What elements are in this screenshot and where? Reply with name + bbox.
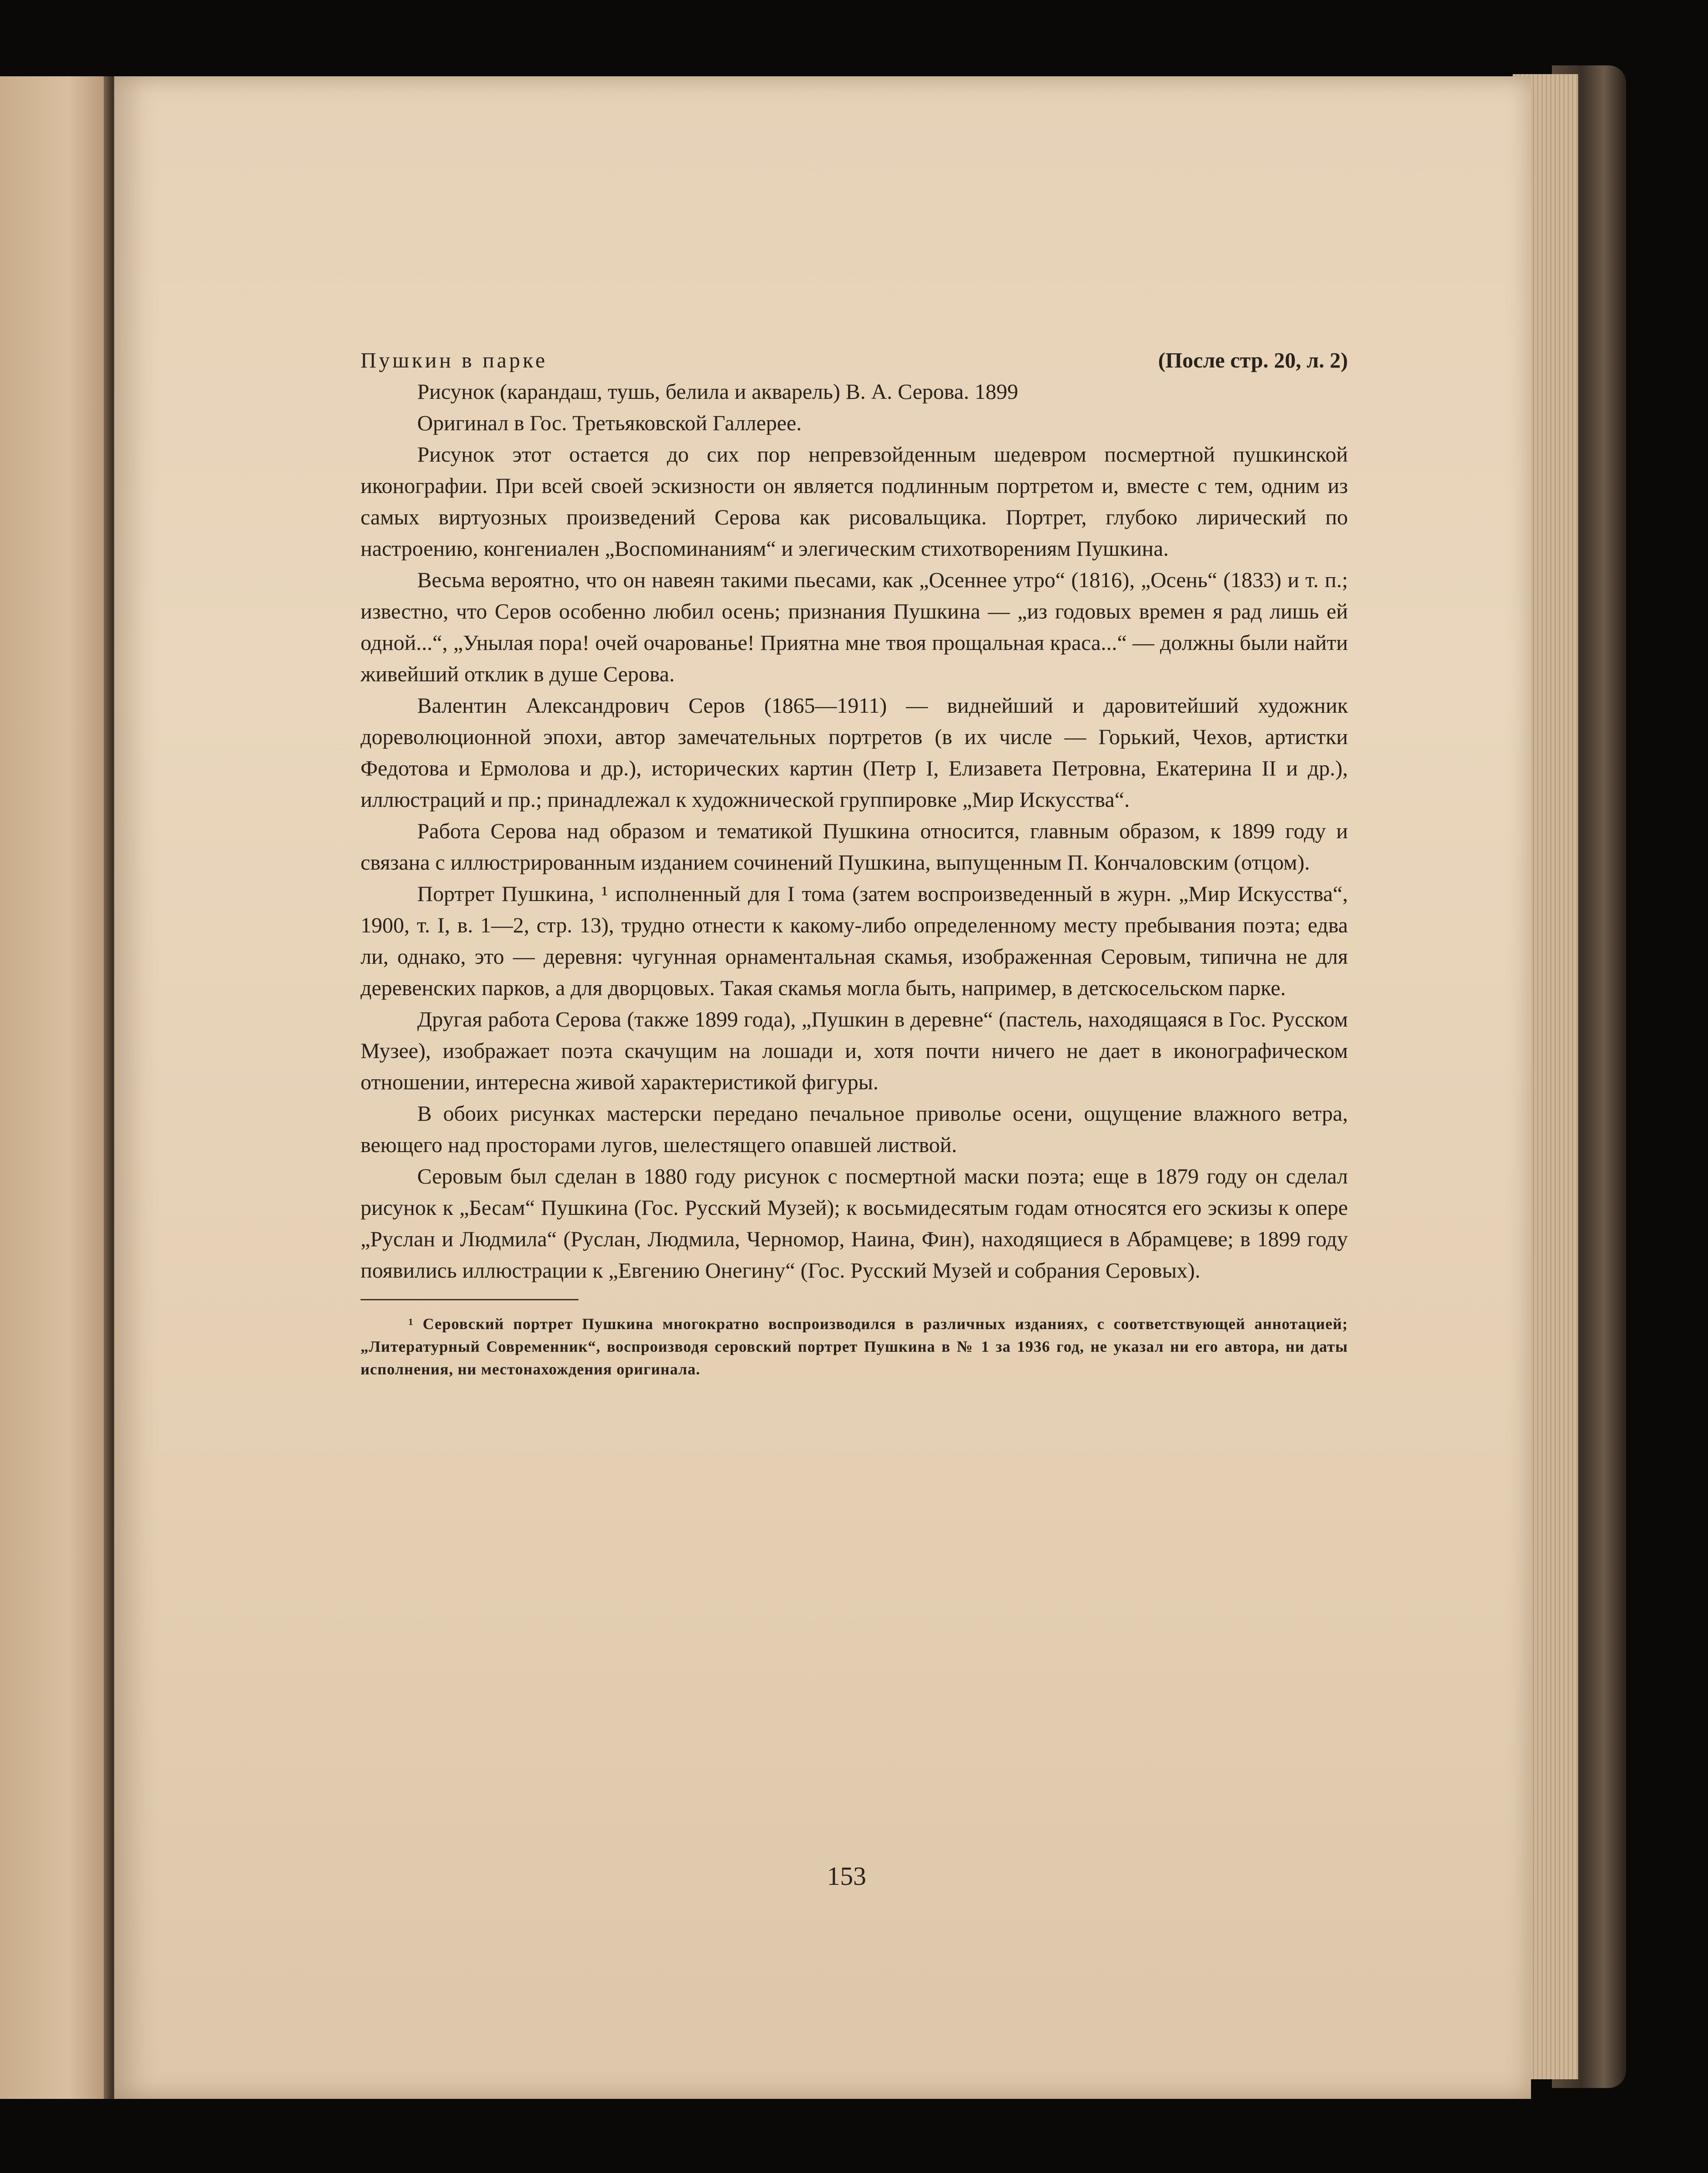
paragraph: Работа Серова над образом и тематикой Пушкина относится, главным образом, к 1899 году и связана с иллюстрированным изданием сочинений Пушкина, выпущенным П. Кончаловским (отцом).: [361, 819, 1348, 874]
caption-line-1: Рисунок (карандаш, тушь, белила и акварель) В. А. Серова. 1899: [417, 379, 1018, 404]
book-page: [114, 76, 1531, 2099]
text-block: [361, 344, 1348, 1381]
paragraph: Портрет Пушкина, ¹ исполненный для I тома (затем воспроизведенный в журн. „Мир Искусства“, 1900, т. I, в. 1—2, стр. 13), трудно отнести к какому-либо определенному месту пребывания поэта; едва ли, однако, это — деревня: чугунная орнаментальная скамья, изображенная Серовым, типична не для деревенских парков, а для дворцовых. Такая скамья могла быть, например, в детскосельском парке.: [361, 881, 1348, 1000]
paragraph: Валентин Александрович Серов (1865—1911) — виднейший и даровитейший художник дореволюционной эпохи, автор замечательных портретов (в их числе — Горький, Чехов, артистки Федотова и Ермолова и др.), исторических картин (Петр I, Елизавета Петровна, Екатерина II и др.), иллюстраций и пр.; принадлежал к художнической группировке „Мир Искусства“.: [361, 693, 1348, 812]
entry-title: Пушкин в парке: [361, 348, 548, 372]
paragraph: В обоих рисунках мастерски передано печальное приволье осени, ощущение влажного ветра, веющего над просторами лугов, шелестящего опавшей листвой.: [361, 1101, 1348, 1157]
caption-line-2: Оригинал в Гос. Третьяковской Галлерее.: [417, 411, 802, 435]
page-reference: (После стр. 20, л. 2): [1158, 348, 1348, 372]
footnote: ¹ Серовский портрет Пушкина многократно воспроизводился в различных изданиях, с соответствующей аннотацией; „Литературный Современник“, воспроизводя серовский портрет Пушкина в № 1 за 1936 год, не указал ни его автора, ни даты исполнения, ни местонахождения оригинала.: [361, 1315, 1348, 1378]
footnotes: [361, 1313, 1348, 1381]
paragraph: Рисунок этот остается до сих пор непревзойденным шедевром посмертной пушкинской иконографии. При всей своей эскизности он является подлинным портретом и, вместе с тем, одним из самых виртуозных произведений Серова как рисовальщика. Портрет, глубоко лирический по настроению, конгениален „Воспоминаниям“ и элегическим стихотворениям Пушкина.: [361, 442, 1348, 561]
paragraph: Весьма вероятно, что он навеян такими пьесами, как „Осеннее утро“ (1816), „Осень“ (1833) и т. п.; известно, что Серов особенно любил осень; признания Пушкина — „из годовых времен я рад лишь ей одной...“, „Унылая пора! очей очарованье! Приятна мне твоя прощальная краса...“ — должны были найти живейший отклик в душе Серова.: [361, 568, 1348, 686]
paragraph: Серовым был сделан в 1880 году рисунок с посмертной маски поэта; еще в 1879 году он сделал рисунок к „Бесам“ Пушкина (Гос. Русский Музей); к восьмидесятым годам относятся его эскизы к опере „Руслан и Людмила“ (Руслан, Людмила, Черномор, Наина, Фин), находящиеся в Абрамцеве; в 1899 году появились иллюстрации к „Евгению Онегину“ (Гос. Русский Музей и собрания Серовых).: [361, 1164, 1348, 1282]
left-page: [0, 76, 114, 2099]
footnote-divider: [361, 1299, 578, 1300]
paragraph: Другая работа Серова (также 1899 года), „Пушкин в деревне“ (пастель, находящаяся в Гос. Русском Музее), изображает поэта скачущим на лошади и, хотя почти ничего не дает в иконографическом отношении, интересна живой характеристикой фигуры.: [361, 1007, 1348, 1094]
heading-row: [361, 344, 1348, 376]
page-number: 153: [827, 1862, 866, 1891]
